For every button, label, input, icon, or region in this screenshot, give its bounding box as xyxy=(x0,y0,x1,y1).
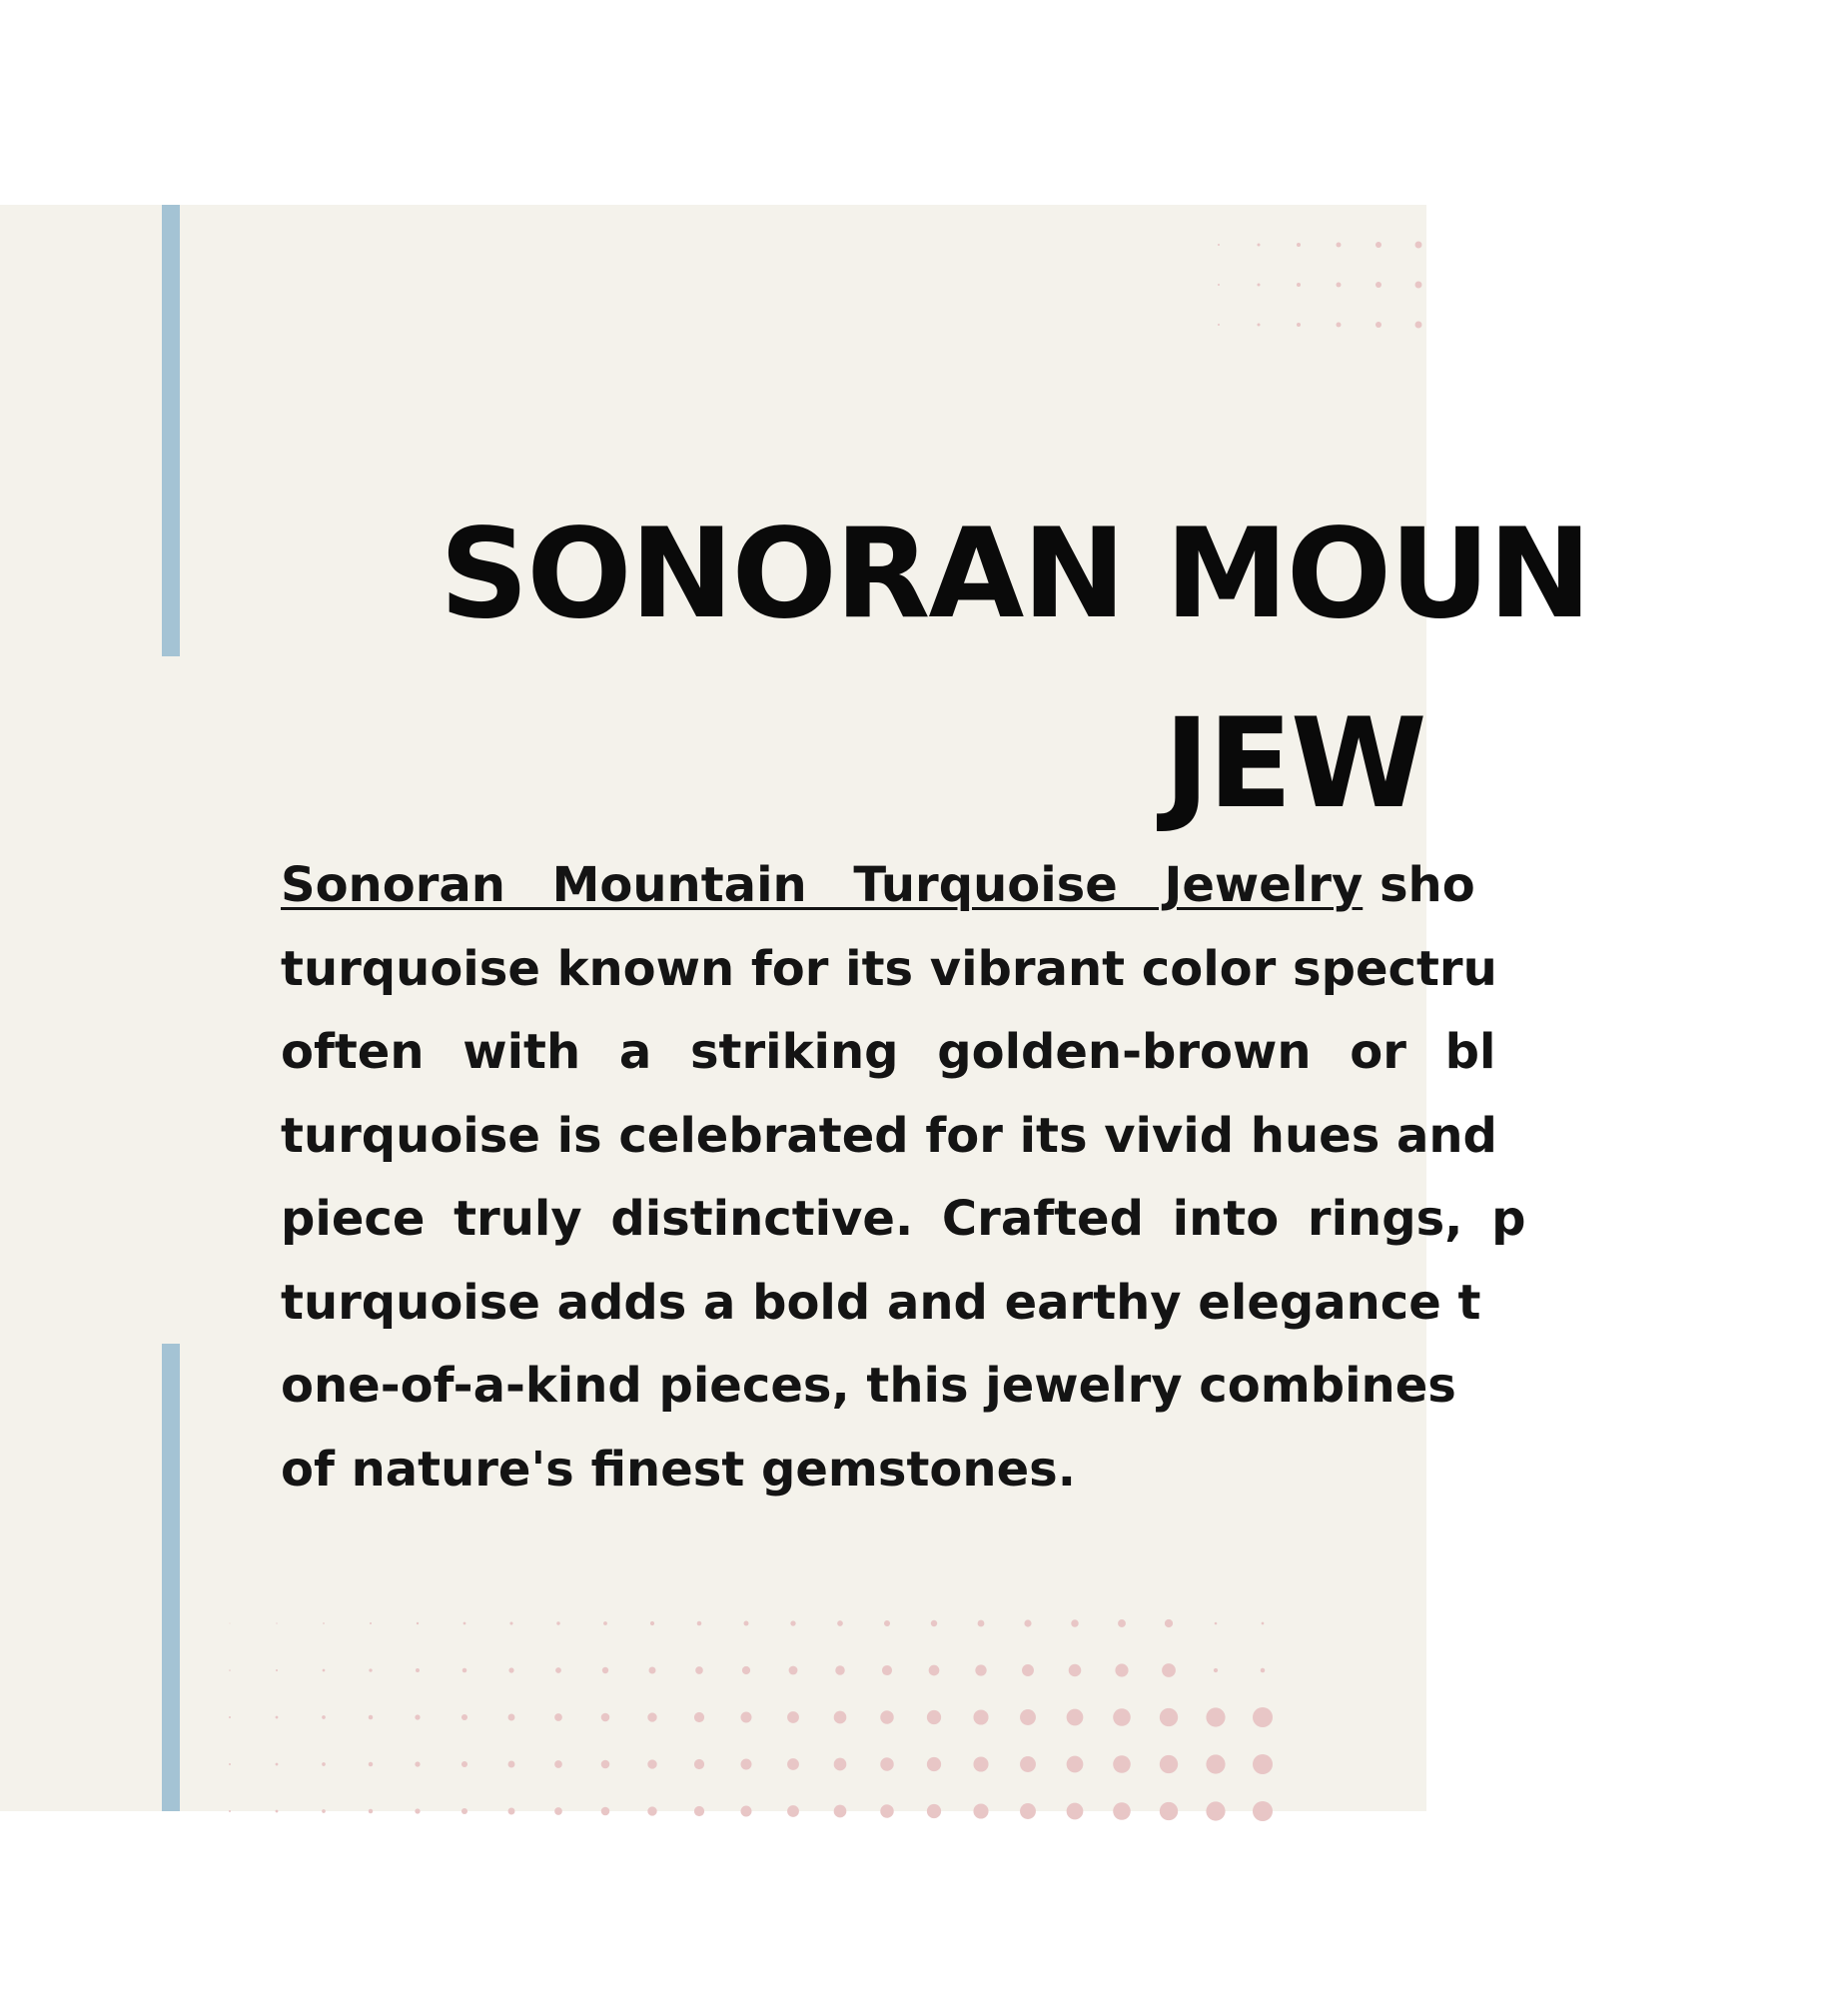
pattern-dot xyxy=(834,1711,847,1724)
pattern-dot xyxy=(601,1760,610,1769)
pattern-dot xyxy=(1113,1802,1131,1820)
pattern-dot xyxy=(647,1712,656,1721)
accent-bar-bottom xyxy=(162,1344,180,1811)
pattern-dot xyxy=(973,1756,988,1771)
pattern-dot xyxy=(647,1806,656,1815)
pattern-dot xyxy=(884,1620,890,1626)
pattern-dot xyxy=(1165,1619,1173,1627)
pattern-dot xyxy=(508,1761,515,1768)
pattern-dot xyxy=(461,1714,467,1720)
pattern-dot xyxy=(229,1810,231,1812)
pattern-dot xyxy=(508,1714,515,1721)
pattern-dot xyxy=(369,1762,373,1766)
body-line-8: of nature's finest gemstones. xyxy=(281,1441,1076,1498)
pattern-dot xyxy=(508,1808,515,1815)
pattern-dot xyxy=(787,1758,799,1770)
pattern-dot xyxy=(462,1668,467,1673)
pattern-dot xyxy=(1415,242,1422,249)
pattern-dot xyxy=(276,1622,277,1623)
pattern-dot xyxy=(1415,322,1422,329)
pattern-dot xyxy=(556,1621,559,1624)
pattern-dot xyxy=(276,1716,279,1719)
page-band xyxy=(0,205,1590,1811)
pattern-dot xyxy=(1206,1707,1225,1726)
pattern-dot xyxy=(370,1622,372,1624)
pattern-dot xyxy=(647,1759,656,1768)
pattern-dot xyxy=(416,1668,420,1672)
pattern-dot xyxy=(927,1757,941,1771)
pattern-dot xyxy=(415,1714,420,1719)
pattern-dot xyxy=(417,1622,419,1624)
pattern-dot xyxy=(835,1665,844,1674)
pattern-dot xyxy=(787,1711,799,1723)
pattern-dot xyxy=(1160,1755,1178,1773)
body-line-1 xyxy=(281,844,1475,928)
pattern-dot xyxy=(554,1760,562,1768)
pattern-dot xyxy=(276,1810,279,1813)
pattern-dot xyxy=(929,1665,940,1676)
pattern-dot xyxy=(554,1713,562,1721)
pattern-dot xyxy=(1160,1708,1178,1726)
pattern-dot xyxy=(229,1763,231,1765)
pattern-dot xyxy=(1067,1709,1084,1726)
pattern-dot xyxy=(229,1669,231,1671)
pattern-dot xyxy=(1258,284,1261,287)
title-line-2: JEW xyxy=(1164,692,1425,836)
pattern-dot xyxy=(369,1668,372,1671)
pattern-dot xyxy=(1218,244,1220,246)
pattern-dot xyxy=(322,1762,326,1766)
pattern-dot xyxy=(1024,1619,1031,1626)
pattern-dot xyxy=(1376,242,1381,248)
pattern-dot xyxy=(789,1666,798,1675)
dot-pattern-top xyxy=(1209,235,1428,345)
pattern-dot xyxy=(415,1761,420,1766)
pattern-dot xyxy=(790,1620,795,1625)
pattern-dot xyxy=(229,1716,231,1718)
page-title xyxy=(440,480,1838,859)
pattern-dot xyxy=(1206,1801,1225,1820)
pattern-dot xyxy=(463,1622,466,1625)
body-line-6: turquoise adds a bold and earthy elegance t xyxy=(281,1274,1481,1331)
pattern-dot xyxy=(834,1758,847,1771)
pattern-dot xyxy=(1067,1756,1084,1773)
pattern-dot xyxy=(1206,1754,1225,1773)
pattern-dot xyxy=(1253,1707,1273,1727)
jewelry-link[interactable]: Sonoran Mountain Turquoise Jewelry xyxy=(281,857,1364,913)
pattern-dot xyxy=(276,1763,279,1766)
pattern-dot xyxy=(694,1759,704,1769)
pattern-dot xyxy=(555,1667,561,1673)
pattern-dot xyxy=(415,1808,420,1813)
pattern-dot xyxy=(1253,1801,1273,1821)
pattern-dot xyxy=(1253,1754,1273,1774)
pattern-dot xyxy=(554,1807,562,1815)
pattern-dot xyxy=(276,1669,278,1671)
pattern-dot xyxy=(787,1805,799,1817)
pattern-dot xyxy=(882,1665,892,1675)
pattern-dot xyxy=(1258,324,1261,327)
pattern-dot xyxy=(1415,282,1422,289)
pattern-dot xyxy=(1162,1663,1176,1677)
pattern-dot xyxy=(694,1712,704,1722)
body-line-3: often with a striking golden-brown or bl xyxy=(281,1024,1496,1080)
pattern-dot xyxy=(931,1620,937,1626)
pattern-dot xyxy=(1262,1622,1265,1625)
pattern-dot xyxy=(601,1807,610,1816)
pattern-dot xyxy=(741,1806,752,1817)
pattern-dot xyxy=(1067,1803,1084,1820)
pattern-dot xyxy=(880,1710,893,1723)
dot-pattern-bottom xyxy=(220,1603,1319,1813)
pattern-dot xyxy=(1160,1802,1178,1820)
body-line-4: turquoise is celebrated for its vivid hues and xyxy=(281,1107,1497,1164)
pattern-dot xyxy=(978,1620,985,1627)
pattern-dot xyxy=(927,1804,941,1818)
pattern-dot xyxy=(1113,1708,1131,1726)
pattern-dot xyxy=(1337,243,1342,248)
pattern-dot xyxy=(1020,1709,1036,1725)
pattern-dot xyxy=(1020,1756,1036,1772)
pattern-dot xyxy=(695,1666,703,1674)
pattern-dot xyxy=(973,1709,988,1724)
pattern-dot xyxy=(1071,1619,1079,1627)
pattern-dot xyxy=(603,1621,607,1625)
pattern-dot xyxy=(880,1757,893,1770)
pattern-dot xyxy=(975,1664,986,1675)
pattern-dot xyxy=(322,1715,326,1719)
pattern-dot xyxy=(369,1715,373,1719)
pattern-dot xyxy=(322,1809,326,1813)
pattern-dot xyxy=(230,1623,231,1624)
pattern-dot xyxy=(694,1806,704,1816)
pattern-dot xyxy=(834,1805,847,1818)
pattern-dot xyxy=(837,1620,843,1626)
pattern-dot xyxy=(1218,324,1220,326)
pattern-dot xyxy=(461,1761,467,1767)
body-paragraph xyxy=(281,844,1526,1512)
pattern-dot xyxy=(1258,244,1261,247)
pattern-dot xyxy=(1337,283,1342,288)
pattern-dot xyxy=(741,1759,752,1770)
pattern-dot xyxy=(1069,1664,1082,1677)
pattern-dot xyxy=(1376,282,1381,288)
pattern-dot xyxy=(323,1622,325,1624)
pattern-dot xyxy=(650,1621,654,1625)
pattern-dot xyxy=(1297,283,1301,287)
pattern-dot xyxy=(1214,1668,1218,1672)
pattern-dot xyxy=(742,1666,750,1674)
accent-bar-top xyxy=(162,205,180,656)
pattern-dot xyxy=(602,1667,608,1673)
pattern-dot xyxy=(601,1713,610,1722)
pattern-dot xyxy=(1020,1803,1036,1819)
body-line-1-rest: sho xyxy=(1363,857,1475,913)
pattern-dot xyxy=(744,1621,749,1626)
pattern-dot xyxy=(973,1803,988,1818)
pattern-dot xyxy=(697,1621,702,1626)
body-line-5: piece truly distinctive. Crafted into rings, p xyxy=(281,1191,1526,1247)
pattern-dot xyxy=(461,1808,467,1814)
pattern-dot xyxy=(509,1621,512,1624)
body-line-2: turquoise known for its vibrant color spectru xyxy=(281,940,1497,997)
pattern-dot xyxy=(323,1669,326,1672)
pattern-dot xyxy=(927,1710,941,1724)
pattern-dot xyxy=(1022,1664,1034,1676)
pattern-dot xyxy=(1297,323,1301,327)
pattern-dot xyxy=(1337,323,1342,328)
pattern-dot xyxy=(1118,1619,1126,1627)
pattern-dot xyxy=(1376,322,1381,328)
pattern-dot xyxy=(1218,284,1220,286)
pattern-dot xyxy=(880,1804,893,1817)
pattern-dot xyxy=(1115,1663,1128,1676)
pattern-dot xyxy=(648,1666,655,1673)
pattern-dot xyxy=(1113,1755,1131,1773)
pattern-dot xyxy=(741,1712,752,1723)
pattern-dot xyxy=(1215,1622,1218,1625)
pattern-dot xyxy=(369,1809,373,1813)
pattern-dot xyxy=(508,1667,513,1672)
body-line-7: one-of-a-kind pieces, this jewelry combines xyxy=(281,1358,1456,1414)
pattern-dot xyxy=(1261,1668,1266,1673)
title-line-1: SONORAN MOUN xyxy=(440,503,1590,646)
pattern-dot xyxy=(1297,243,1301,247)
